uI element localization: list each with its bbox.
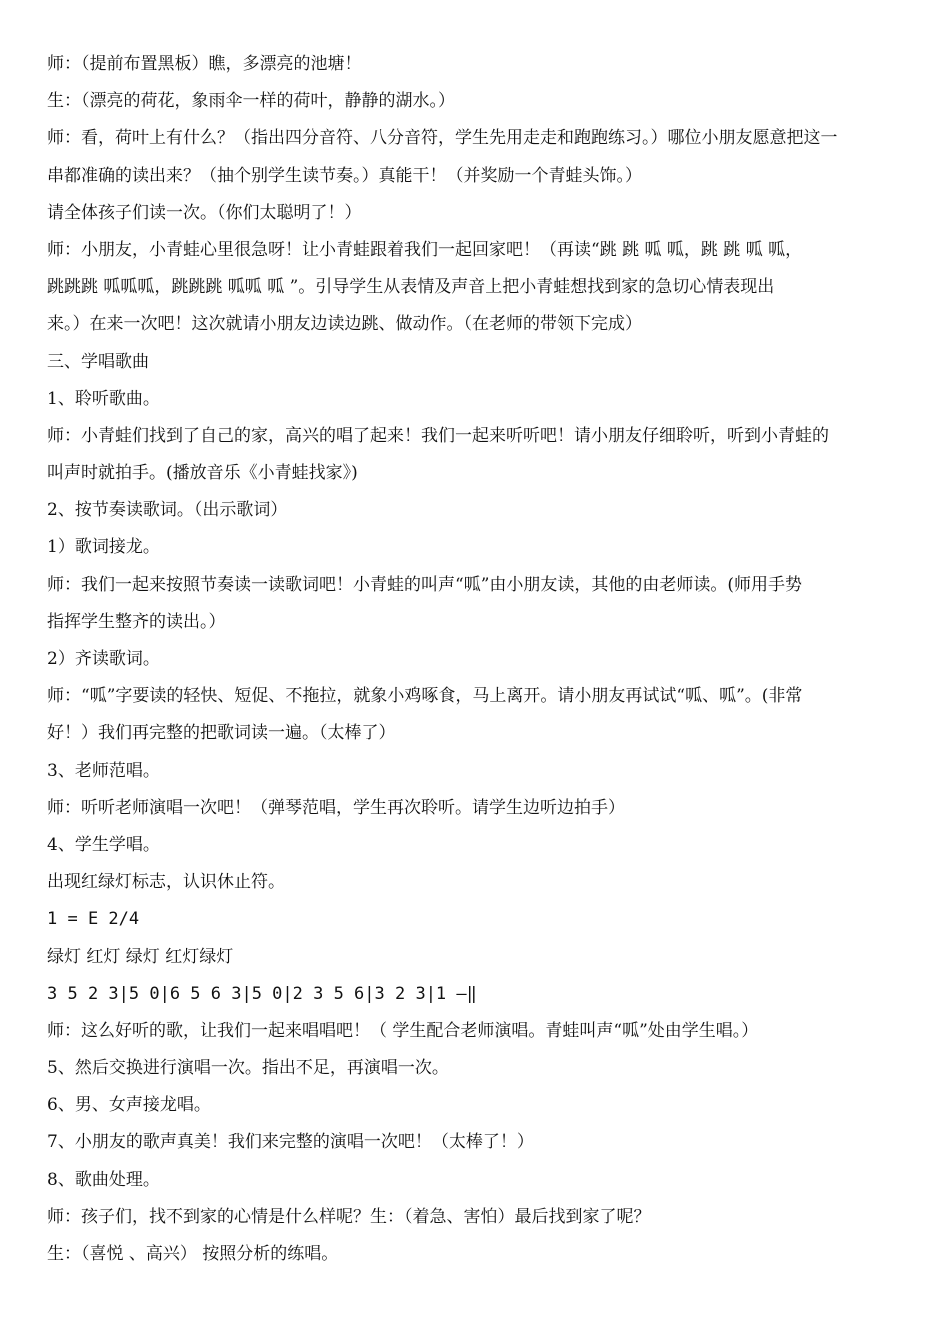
text-line: 师：“呱”字要读的轻快、短促、不拖拉，就象小鸡啄食，马上离开。请小朋友再试试“呱、呱”。(非常 bbox=[47, 686, 803, 707]
numbered-notation: 3 5 2 3|5 0|6 5 6 3|5 0|2 3 5 6|3 2 3|1 —‖ bbox=[47, 983, 477, 1004]
text-line: 师：我们一起来按照节奏读一读歌词吧！小青蛙的叫声“呱”由小朋友读，其他的由老师读。(师用手势 bbox=[47, 574, 803, 595]
text-line: 师：这么好听的歌，让我们一起来唱唱吧！（ 学生配合老师演唱。青蛙叫声“呱”处由学生唱。） bbox=[47, 1020, 759, 1041]
text-line: 师：（提前布置黑板）瞧，多漂亮的池塘！ bbox=[47, 54, 362, 74]
step-heading: 1、聆听歌曲。 bbox=[47, 388, 160, 409]
step-heading: 6、男、女声接龙唱。 bbox=[47, 1095, 211, 1116]
text-line: 师：孩子们，找不到家的心情是什么样呢？生：（着急、害怕）最后找到家了呢？ bbox=[47, 1206, 651, 1227]
text-line: 生：（喜悦 、高兴） 按照分析的练唱。 bbox=[47, 1244, 339, 1264]
document-page bbox=[47, 46, 913, 1273]
key-signature: 1 = E 2/4 bbox=[47, 909, 140, 930]
step-heading: 5、然后交换进行演唱一次。指出不足，再演唱一次。 bbox=[47, 1058, 449, 1079]
sub-step-heading: 1）歌词接龙。 bbox=[47, 537, 160, 558]
light-labels: 绿灯 红灯 绿灯 红灯绿灯 bbox=[47, 946, 234, 967]
text-line: 师：小朋友，小青蛙心里很急呀！让小青蛙跟着我们一起回家吧！（再读“跳 跳 呱 呱，跳 跳 呱 呱， bbox=[47, 239, 803, 260]
text-line: 串都准确的读出来？（抽个别学生读节奏。）真能干！（并奖励一个青蛙头饰。） bbox=[47, 165, 642, 186]
text-line: 叫声时就拍手。(播放音乐《小青蛙找家》) bbox=[47, 463, 358, 484]
text-line: 请全体孩子们读一次。（你们太聪明了！） bbox=[47, 202, 362, 223]
step-heading: 3、老师范唱。 bbox=[47, 760, 160, 781]
section-heading: 三、学唱歌曲 bbox=[47, 351, 149, 372]
text-line: 生：（漂亮的荷花，象雨伞一样的荷叶，静静的湖水。） bbox=[47, 91, 455, 112]
step-heading: 4、学生学唱。 bbox=[47, 834, 160, 855]
text-line: 来。）在来一次吧！这次就请小朋友边读边跳、做动作。（在老师的带领下完成） bbox=[47, 314, 642, 335]
text-line: 师：听听老师演唱一次吧！（弹琴范唱，学生再次聆听。请学生边听边拍手） bbox=[47, 797, 625, 818]
text-line: 师：小青蛙们找到了自己的家，高兴的唱了起来！我们一起来听听吧！请小朋友仔细聆听，听到小青蛙的 bbox=[47, 425, 829, 446]
text-line: 指挥学生整齐的读出。） bbox=[47, 611, 226, 632]
text-line: 师：看，荷叶上有什么？（指出四分音符、八分音符，学生先用走走和跑跑练习。）哪位小朋友愿意把这一 bbox=[47, 128, 838, 149]
step-heading: 8、歌曲处理。 bbox=[47, 1169, 160, 1190]
text-line: 好！）我们再完整的把歌词读一遍。（太棒了） bbox=[47, 723, 396, 744]
step-heading: 2、按节奏读歌词。（出示歌词） bbox=[47, 500, 288, 521]
text-line: 出现红绿灯标志，认识休止符。 bbox=[47, 872, 285, 893]
sub-step-heading: 2）齐读歌词。 bbox=[47, 649, 160, 669]
step-heading: 7、小朋友的歌声真美！我们来完整的演唱一次吧！（太棒了！） bbox=[47, 1132, 534, 1153]
text-line: 跳跳跳 呱呱呱，跳跳跳 呱呱 呱 ”。引导学生从表情及声音上把小青蛙想找到家的急切心情表现出 bbox=[47, 277, 775, 298]
